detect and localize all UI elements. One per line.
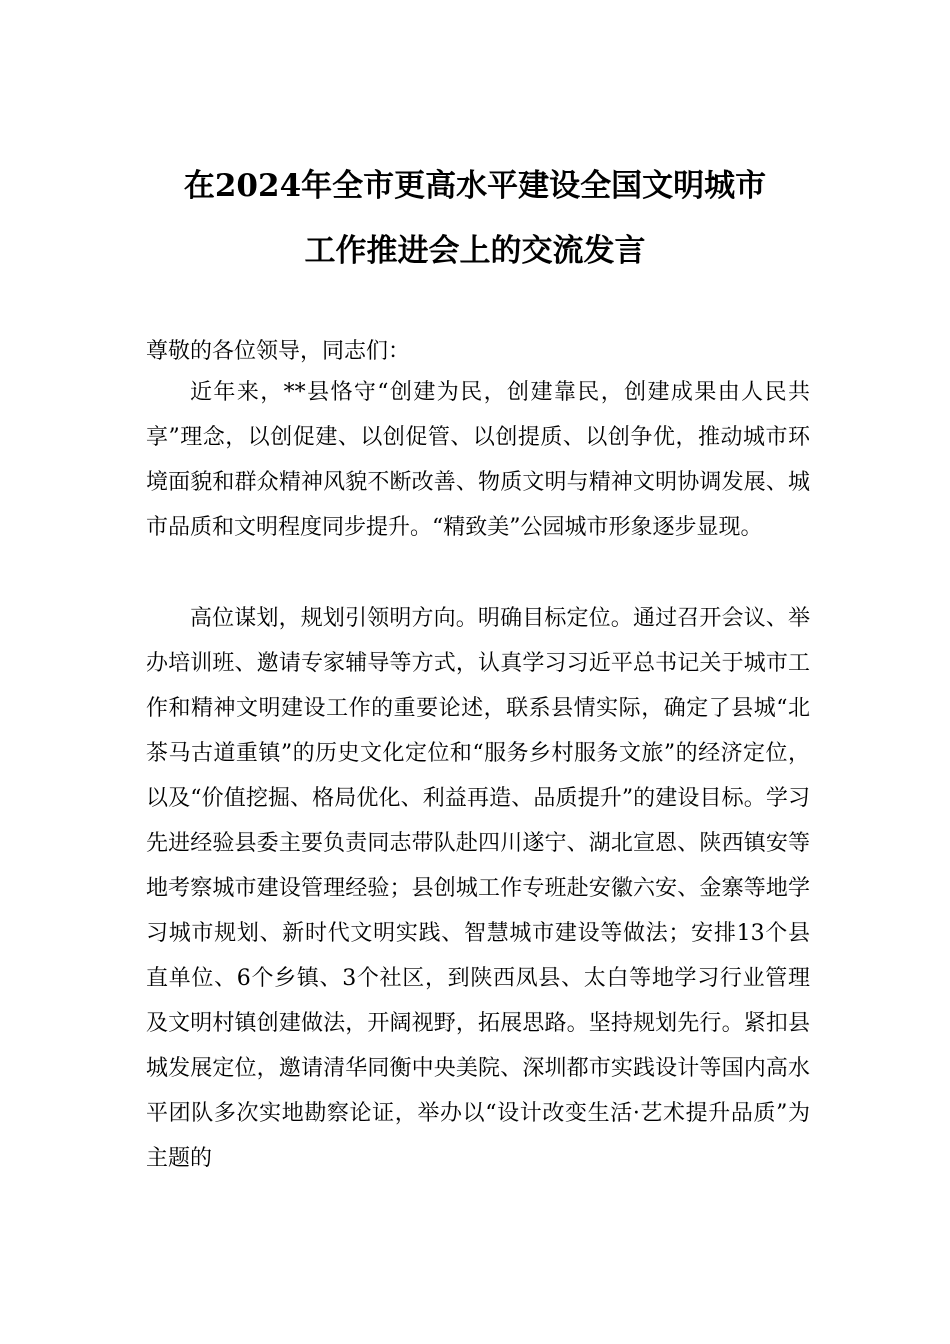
document-title-line-1: 在2024年全市更高水平建设全国文明城市 bbox=[183, 168, 767, 204]
document-title-line-2: 工作推进会上的交流发言 bbox=[304, 233, 646, 269]
paragraph-intro: 近年来，**县恪守“创建为民，创建靠民，创建成果由人民共享”理念，以创促建、以创促管、以创提质、以创争优，推动城市环境面貌和群众精神风貌不断改善、物质文明与精神文明协调发展、城市品质和文明程度同步提升。“精致美”公园城市形象逐步显现。 bbox=[146, 380, 810, 540]
salutation: 尊敬的各位领导，同志们： bbox=[146, 339, 411, 364]
paragraph-planning: 高位谋划，规划引领明方向。明确目标定位。通过召开会议、举办培训班、邀请专家辅导等方式，认真学习习近平总书记关于城市工作和精神文明建设工作的重要论述，联系县情实际，确定了县城“北茶马古道重镇”的历史文化定位和“服务乡村服务文旅”的经济定位，以及“价值挖掘、格局优化、利益再造、品质提升”的建设目标。学习先进经验县委主要负责同志带队赴四川遂宁、湖北宣恩、陕西镇安等地考察城市建设管理经验；县创城工作专班赴安徽六安、金寨等地学习城市规划、新时代文明实践、智慧城市建设等做法；安排13个县直单位、6个乡镇、3个社区，到陕西凤县、太白等地学习行业管理及文明村镇创建做法，开阔视野，拓展思路。坚持规划先行。紧扣县城发展定位，邀请清华同衡中央美院、深圳都市实践设计等国内高水平团队多次实地勘察论证，举办以“设计改变生活·艺术提升品质”为主题的 bbox=[146, 606, 810, 1171]
